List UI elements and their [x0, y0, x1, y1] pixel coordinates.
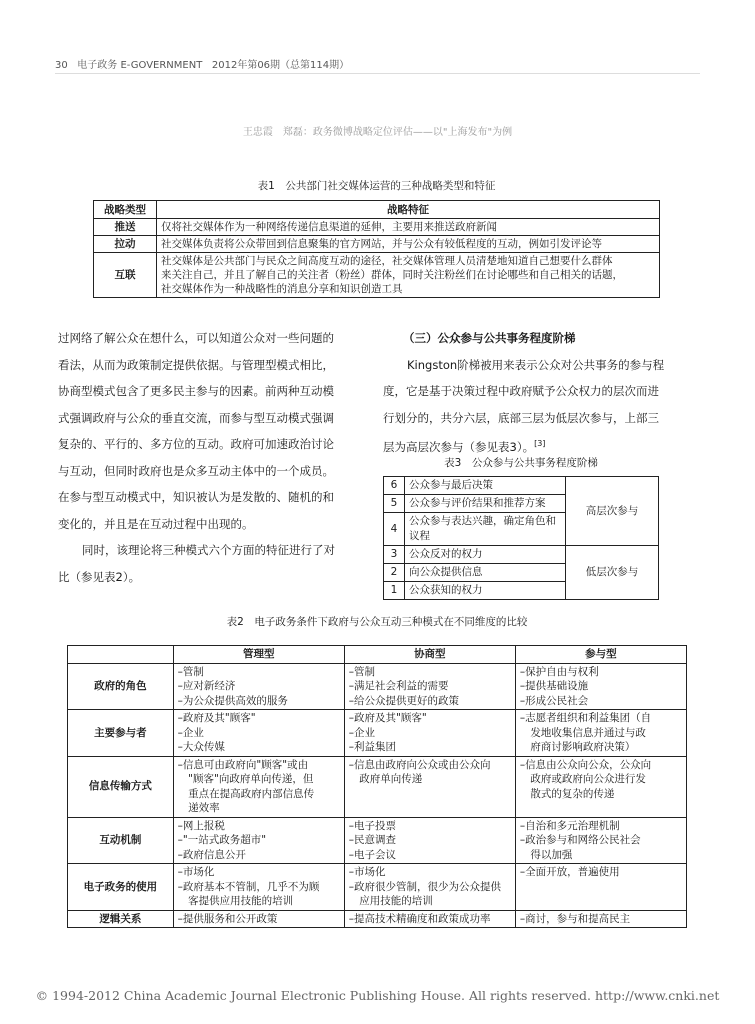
table3-caption: 表3 公众参与公共事务程度阶梯 [444, 457, 598, 469]
cell-line: –信息可由政府向"顾客"或由 [177, 758, 309, 771]
level-desc: 公众参与评价结果和推荐方案 [405, 495, 566, 513]
group-high: 高层次参与 [566, 477, 659, 546]
level-desc: 向公众提供信息 [405, 564, 566, 582]
cell-line: 重点在提高政府内部信息传 [177, 787, 315, 800]
strategy-type: 互联 [94, 253, 157, 298]
cell-line: –企业 [348, 726, 376, 739]
cell-line: 政府或政府向公众进行发 [519, 773, 646, 785]
text-segment: 层为高层次参与（参见表3）。 [383, 439, 535, 454]
level-desc: 公众反对的权力 [405, 546, 566, 564]
left-column-text [58, 325, 362, 590]
text-line: 过网络了解公众在想什么，可以知道公众对一些问题的 [58, 331, 334, 345]
paragraph [58, 537, 362, 590]
table-row [68, 663, 687, 710]
table-cell [173, 756, 344, 817]
table-row [384, 477, 659, 495]
page-number: 30 [55, 60, 68, 71]
level-desc: 公众参与最后决策 [405, 477, 566, 495]
table-cell [173, 817, 344, 864]
table-cell [515, 756, 686, 817]
cell-line: –提供服务和公开政策 [177, 912, 278, 925]
paragraph [383, 352, 687, 461]
cell-line: –市场化 [348, 866, 386, 878]
cell-line: –提供基础设施 [519, 680, 589, 692]
cell-line: –满足社会利益的需要 [348, 680, 449, 692]
dimension-label: 信息传输方式 [68, 756, 174, 817]
header-rule [55, 73, 700, 74]
cell-line: –利益集团 [348, 741, 397, 753]
dimension-label: 电子政务的使用 [68, 864, 174, 911]
desc-line: 来关注自己，并且了解自己的关注者（粉丝）群体，同时关注粉丝们在讨论哪些和自己相关的话题， [161, 269, 623, 281]
running-head: 王忠霞 郑磊：政务微博战略定位评估——以"上海发布"为例 [242, 127, 513, 138]
cell-line: –市场化 [177, 866, 215, 878]
desc-line: 社交媒体作为一种战略性的消息分享和知识创造工具 [161, 283, 403, 295]
table-cell [515, 710, 686, 757]
cell-line: –电子投票 [348, 819, 397, 832]
text-line: 式强调政府与公众的垂直交流，而参与型互动模式强调 [58, 410, 334, 425]
cell-line: –政府及其"顾客" [348, 712, 427, 724]
table-cell [515, 864, 686, 911]
cell-line: –保护自由与权利 [519, 665, 599, 678]
cell-line: –全面开放，普遍使用 [519, 866, 620, 878]
table-row [68, 817, 687, 864]
table-cell [344, 710, 515, 757]
cell-line: –自治和多元治理机制 [519, 819, 620, 832]
level-number: 3 [384, 546, 405, 564]
page-header [55, 56, 349, 71]
table-cell [344, 756, 515, 817]
table2-caption: 表2 电子政务条件下政府与公众互动三种模式在不同维度的比较 [226, 616, 528, 628]
text-line: Kingston阶梯被用来表示公众对公共事务的参与程 [407, 357, 665, 372]
cell-line: –信息由公众向公众，公众向 [519, 758, 652, 771]
strategy-desc [157, 253, 660, 298]
table-row [384, 546, 659, 564]
level-desc: 公众获知的权力 [405, 582, 566, 600]
table-cell [173, 864, 344, 911]
dimension-label: 政府的角色 [68, 663, 174, 710]
table-row [94, 236, 660, 253]
issue-info: 2012年第06期（总第114期） [211, 60, 350, 71]
right-column-text [383, 325, 687, 460]
dimension-label: 主要参与者 [68, 710, 174, 757]
strategy-desc: 仅将社交媒体作为一种网络传递信息渠道的延伸，主要用来推送政府新闻 [157, 219, 660, 236]
journal-name: 电子政务 E-GOVERNMENT [77, 60, 203, 71]
table-cell [344, 910, 515, 928]
copyright-footer: © 1994-2012 China Academic Journal Electronic Publishing House. All rights reserved. http://www.cnki.net [35, 988, 720, 1003]
cell-line: –为公众提供高效的服务 [177, 694, 288, 707]
text-line: 变化的，并且是在互动过程中出现的。 [58, 516, 254, 531]
text-line: 度，它是基于决策过程中政府赋予公众权力的层次而进 [383, 384, 659, 398]
table1-caption: 表1 公共部门社交媒体运营的三种战略类型和特征 [257, 180, 496, 192]
cell-line: –政府信息公开 [177, 848, 246, 861]
desc-line: 社交媒体是公共部门与民众之间高度互动的途径，社交媒体管理人员清楚地知道自己想要什么群体 [161, 255, 613, 267]
cell-line: 政府单向传递 [348, 773, 423, 785]
cell-line: –信息由政府向公众或由公众向 [348, 758, 491, 771]
cell-line: –政治参与和网络公民社会 [519, 834, 641, 846]
cell-line: –网上报税 [177, 819, 225, 832]
table1 [93, 200, 660, 298]
cell-line: –电子会议 [348, 848, 397, 861]
table-cell [344, 864, 515, 911]
level-number: 5 [384, 495, 405, 513]
table-cell [515, 910, 686, 928]
table1-header-type: 战略类型 [94, 201, 157, 219]
strategy-desc: 社交媒体负责将公众带回到信息聚集的官方网站，并与公众有较低程度的互动，例如引发评论等 [157, 236, 660, 253]
level-number: 4 [384, 513, 405, 546]
cell-line: –形成公民社会 [519, 694, 589, 707]
table-cell [344, 663, 515, 710]
cell-line: –应对新经济 [177, 680, 236, 692]
cell-line: –提高技术精确度和政策成功率 [348, 912, 491, 925]
table3 [383, 476, 659, 600]
cell-line: 散式的复杂的传递 [519, 787, 615, 800]
dimension-label: 逻辑关系 [68, 910, 174, 928]
paragraph [58, 325, 362, 537]
table2-header-corner [68, 646, 174, 664]
section-title: （三）公众参与公共事务程度阶梯 [403, 331, 576, 345]
table1-header-desc: 战略特征 [157, 201, 660, 219]
cell-line: 递效率 [177, 802, 220, 814]
cell-line: –企业 [177, 726, 204, 739]
cell-line: 客提供应用技能的培训 [177, 895, 294, 907]
table2 [67, 645, 687, 928]
table-cell [173, 910, 344, 928]
level-number: 2 [384, 564, 405, 582]
table-row [68, 910, 687, 928]
cell-line: –"一站式政务超市" [177, 834, 267, 846]
table-row [68, 710, 687, 757]
cell-line: –民意调查 [348, 834, 397, 846]
cell-line: 发地收集信息并通过与政 [519, 726, 646, 739]
cell-line: 应用技能的培训 [348, 895, 433, 907]
cell-line: –管制 [177, 665, 204, 678]
cell-line: –给公众提供更好的政策 [348, 694, 460, 707]
group-low: 低层次参与 [566, 546, 659, 600]
cell-line: –商讨，参与和提高民主 [519, 912, 631, 925]
table-cell [173, 663, 344, 710]
table-row [68, 756, 687, 817]
text-line: 行划分的，共分六层，底部三层为低层次参与，上部三 [383, 410, 659, 425]
table-cell [515, 817, 686, 864]
citation: [3] [534, 439, 546, 448]
text-line: 同时，该理论将三种模式六个方面的特征进行了对 [82, 543, 335, 557]
table2-header-managerial: 管理型 [173, 646, 344, 664]
table-cell [344, 817, 515, 864]
text-line: 比（参见表2）。 [58, 569, 141, 584]
table-row [68, 864, 687, 911]
table2-header-participatory: 参与型 [515, 646, 686, 664]
level-desc: 公众参与表达兴趣，确定角色和议程 [405, 513, 566, 546]
text-line: 与互动，但同时政府也是众多互动主体中的一个成员。 [58, 463, 334, 478]
table-row [94, 219, 660, 236]
level-number: 6 [384, 477, 405, 495]
table-cell [173, 710, 344, 757]
cell-line: –管制 [348, 665, 376, 678]
text-line: 看法，从而为政策制定提供依据。与管理型模式相比， [58, 357, 334, 372]
table-row [94, 253, 660, 298]
strategy-type: 推送 [94, 219, 157, 236]
table2-body [68, 663, 687, 928]
text-line: 协商型模式包含了更多民主参与的因素。前两种互动模 [58, 384, 334, 398]
cell-line: 得以加强 [519, 848, 573, 861]
table-cell [515, 663, 686, 710]
text-line: 在参与型互动模式中，知识被认为是发散的、随机的和 [58, 490, 334, 504]
text-line: 复杂的、平行的、多方位的互动。政府可加速政治讨论 [58, 437, 334, 451]
level-number: 1 [384, 582, 405, 600]
cell-line: 府商讨影响政府决策） [519, 741, 636, 753]
cell-line: –政府及其"顾客" [177, 712, 256, 724]
cell-line: –政府基本不管制，几乎不为顾 [177, 880, 320, 893]
cell-line: –大众传媒 [177, 741, 225, 753]
cell-line: "顾客"向政府单向传递，但 [177, 773, 314, 785]
table2-header-consultative: 协商型 [344, 646, 515, 664]
dimension-label: 互动机制 [68, 817, 174, 864]
cell-line: –政府很少管制，很少为公众提供 [348, 880, 502, 893]
cell-line: –志愿者组织和利益集团（自 [519, 712, 652, 724]
strategy-type: 拉动 [94, 236, 157, 253]
